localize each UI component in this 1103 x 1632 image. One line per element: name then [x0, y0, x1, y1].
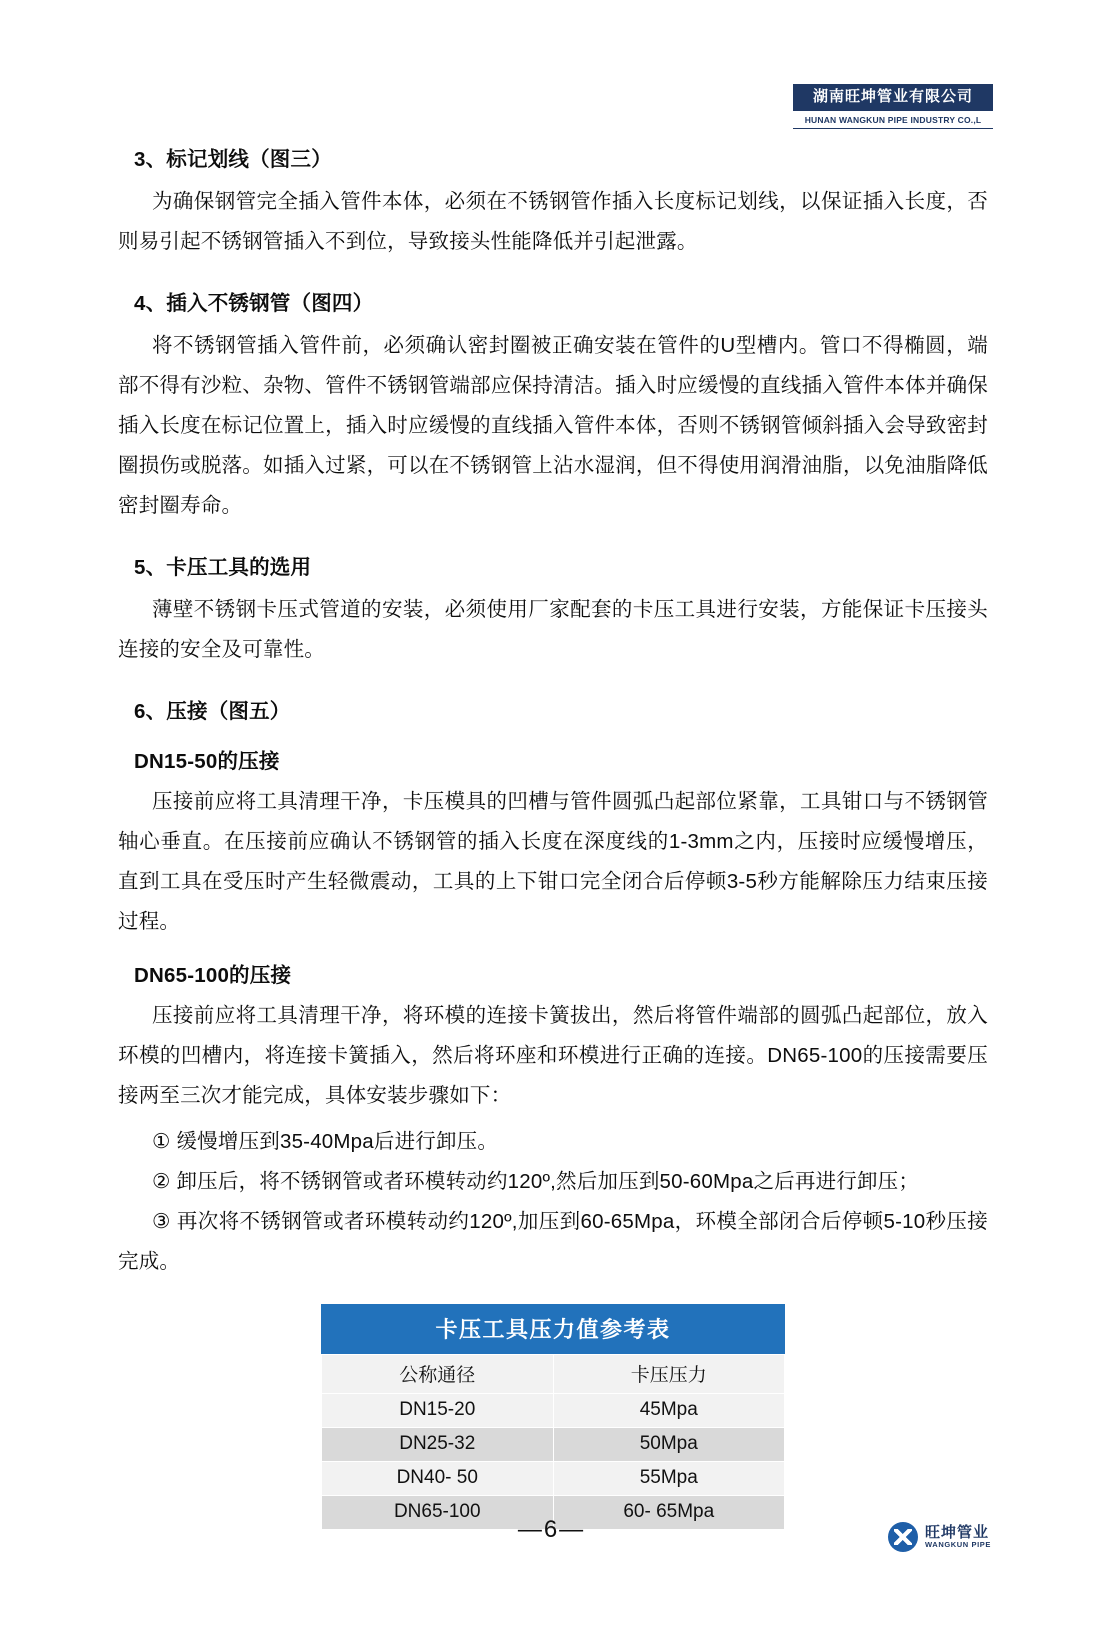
- company-name-cn: 湖南旺坤管业有限公司: [793, 84, 993, 111]
- wangkun-logo-icon: [888, 1522, 918, 1552]
- section-paragraph-4: 将不锈钢管插入管件前，必须确认密封圈被正确安装在管件的U型槽内。管口不得椭圆，端部不得有沙粒、杂物、管件不锈钢管端部应保持清洁。插入时应缓慢的直线插入管件本体并确保插入长度在标记位置上，插入时应缓慢的直线插入管件本体，否则不锈钢管倾斜插入会导致密封圈损伤或脱落。如插入过紧，可以在不锈钢管上沾水湿润，但不得使用润滑油脂，以免油脂降低密封圈寿命。: [118, 334, 988, 517]
- company-name-en: HUNAN WANGKUN PIPE INDUSTRY CO.,L: [804, 115, 982, 125]
- table-cell-pressure: 45Mpa: [553, 1394, 785, 1428]
- document-body: [118, 140, 988, 1530]
- table-cell-pressure: 50Mpa: [553, 1428, 785, 1462]
- subsection-paragraph-dn15-50: 压接前应将工具清理干净，卡压模具的凹槽与管件圆弧凸起部位紧靠，工具钳口与不锈钢管轴心垂直。在压接前应确认不锈钢管的插入长度在深度线的1-3mm之内，压接时应缓慢增压，直到工具在受压时产生轻微震动，工具的上下钳口完全闭合后停顿3-5秒方能解除压力结束压接过程。: [118, 790, 988, 933]
- subsection-paragraph-dn65-100: 压接前应将工具清理干净，将环模的连接卡簧拔出，然后将管件端部的圆弧凸起部位，放入环模的凹槽内，将连接卡簧插入，然后将环座和环模进行正确的连接。DN65-100的压接需要压接两至三次才能完成，具体安装步骤如下：: [118, 1004, 988, 1107]
- table-caption: 卡压工具压力值参考表: [321, 1304, 785, 1354]
- section-heading-4: 4、插入不锈钢管（图四）: [134, 292, 374, 315]
- section-heading-3: 3、标记划线（图三）: [134, 148, 332, 171]
- footer-logo: [888, 1522, 991, 1552]
- section-heading-5: 5、卡压工具的选用: [134, 556, 312, 579]
- section-paragraph-3: 为确保钢管完全插入管件本体，必须在不锈钢管作插入长度标记划线，以保证插入长度，否则易引起不锈钢管插入不到位，导致接头性能降低并引起泄露。: [118, 190, 988, 253]
- page-number: —6—: [517, 1516, 586, 1543]
- table-header-cell-pressure: 卡压压力: [553, 1355, 785, 1394]
- page-header: [793, 84, 993, 129]
- footer-logo-name-en: WANGKUN PIPE: [925, 1539, 991, 1549]
- table-row: [322, 1462, 785, 1496]
- table-header-row: [322, 1355, 785, 1394]
- section-heading-6: 6、压接（图五）: [134, 700, 291, 723]
- footer-logo-text: [925, 1525, 991, 1549]
- subsection-heading-dn15-50: DN15-50的压接: [134, 750, 280, 773]
- table-cell-diameter: DN15-20: [322, 1394, 554, 1428]
- table-cell-pressure: 60- 65Mpa: [553, 1496, 785, 1530]
- table-row: [322, 1428, 785, 1462]
- table-cell-diameter: DN65-100: [322, 1496, 554, 1530]
- footer-logo-name-cn: 旺坤管业: [925, 1524, 990, 1542]
- table-cell-diameter: DN25-32: [322, 1428, 554, 1462]
- table-cell-pressure: 55Mpa: [553, 1462, 785, 1496]
- table-cell-diameter: DN40- 50: [322, 1462, 554, 1496]
- table-header-cell-diameter: 公称通径: [322, 1355, 554, 1394]
- subsection-heading-dn65-100: DN65-100的压接: [134, 964, 292, 987]
- step-item-3: ③ 再次将不锈钢管或者环模转动约120º,加压到60-65Mpa，环模全部闭合后停顿5-10秒压接完成。: [118, 1210, 988, 1273]
- step-item-1: ① 缓慢增压到35-40Mpa后进行卸压。: [152, 1130, 499, 1153]
- pressure-reference-table: [321, 1304, 785, 1530]
- header-divider: [793, 128, 993, 129]
- step-item-2: ② 卸压后，将不锈钢管或者环模转动约120º,然后加压到50-60Mpa之后再进行卸压；: [152, 1170, 920, 1193]
- pressure-reference-table-wrapper: [321, 1304, 785, 1530]
- section-paragraph-5: 薄壁不锈钢卡压式管道的安装，必须使用厂家配套的卡压工具进行安装，方能保证卡压接头连接的安全及可靠性。: [118, 598, 988, 661]
- table-row: [322, 1394, 785, 1428]
